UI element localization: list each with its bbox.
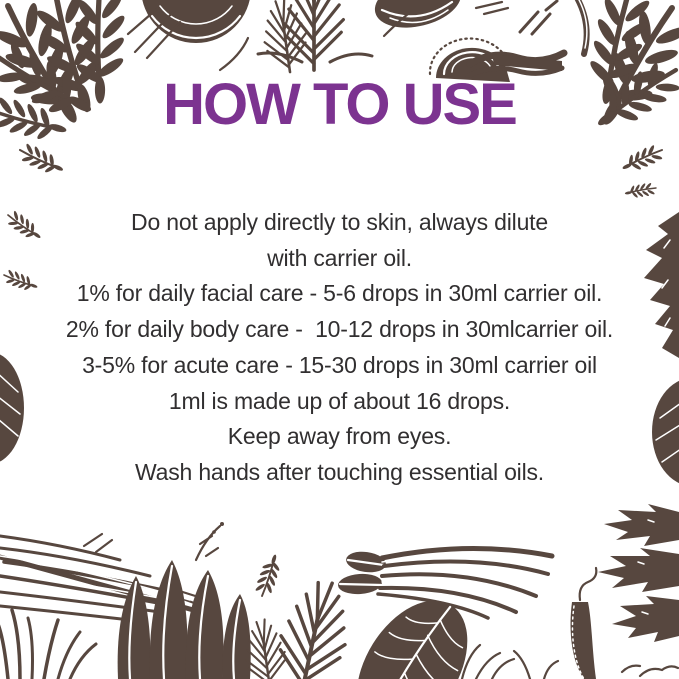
striped-leaf-icon — [370, 0, 467, 36]
curved-stem-icon — [576, 0, 587, 54]
round-leaf-icon — [128, 0, 251, 70]
instruction-line: 2% for daily body care - 10-12 drops in 30mlcarrier oil. — [65, 316, 614, 343]
chili-pepper-icon — [571, 568, 597, 679]
instruction-line: Do not apply directly to skin, always dilute — [131, 209, 548, 235]
dash-marks-icon — [476, 1, 557, 34]
instruction-line: 1ml is made up of about 16 drops. — [168, 387, 511, 414]
instruction-line: Wash hands after touching essential oils. — [134, 458, 544, 485]
instruction-line: 1% for daily facial care - 5-6 drops in 30ml carrier oil. — [76, 280, 603, 307]
instruction-line: with carrier oil. — [267, 244, 412, 271]
jagged-leaves-icon — [598, 504, 679, 642]
instructions — [0, 205, 679, 491]
instruction-line: 3-5% for acute care - 15-30 drops in 30ml carrier oil — [82, 351, 597, 378]
corner-squiggles-icon — [622, 666, 678, 676]
instruction-line: Keep away from eyes. — [227, 423, 452, 450]
grass-tuft-icon — [0, 610, 96, 679]
rosemary-bottom-icon — [241, 575, 357, 679]
page-title: HOW TO USE — [163, 72, 516, 137]
rosemary-needles-icon — [258, 0, 372, 75]
ribbed-leaves-icon — [118, 522, 285, 679]
grass-blades-icon — [462, 645, 558, 679]
